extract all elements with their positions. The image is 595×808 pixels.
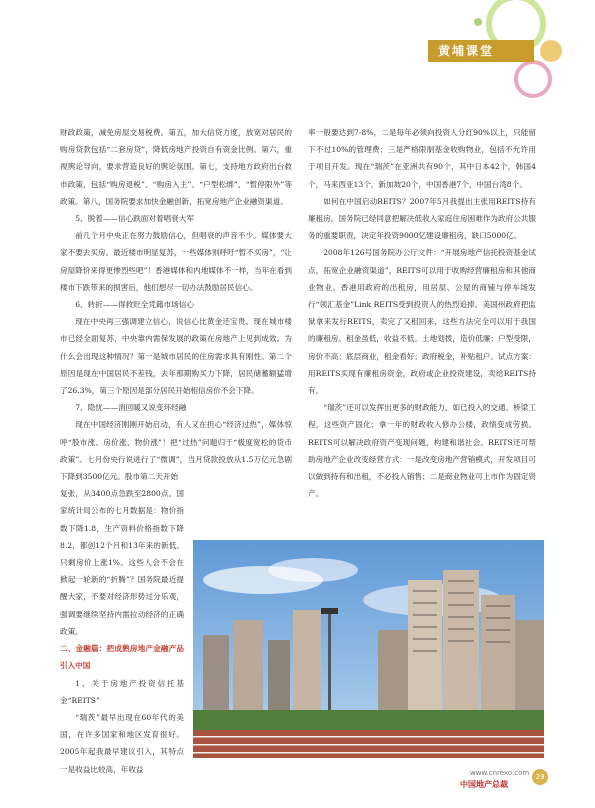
paragraph: 现在中国经济刚刚开始启动，有人又在担心“经济过热”，媒体惊呼“股市涨、房价涨、物价涨”！把“过热”问题归于“极度宽松的货币政策”。七月份央行说进行了“微调”，当月贷款投放从1.5万亿元急剧下降到3500亿元。股市第二天开始 xyxy=(60,420,292,482)
paragraph: 如何在中国启动REITS？2007年5月我提出主张用REITS持有廉租房。国务院已经同意把解决低收入家庭住房困难作为政府公共服务的重要职责，决定年投资9000亿建设廉租房，缺口5000亿。 xyxy=(308,196,536,241)
decorative-circle-small xyxy=(540,40,562,62)
footer-magazine-title: 中国地产总裁 xyxy=(460,780,508,789)
paragraph: 财政政策，减免房屋交易税费。第五，加大信贷力度，放宽对居民的购房贷款包括“二套房贷”，降低房地产投资自有资金比例。第六，重视舆论导向，要求营造良好的舆论氛围。第七，支持地方政府出台救市政策，包括“购房退税”、“购房入主”、“户型松绑”、“暂停限外”等政策。第八，国务院要求加快金融创新，拓宽房地产企业融资渠道。 xyxy=(60,128,292,206)
subheading: 6、转折——得救贬全凭籍市场信心 xyxy=(75,300,194,310)
paragraph: 前几个月中央正在努力鼓励信心，但唱衰的声音不少。媒体要大家不要去买房。最近楼市明显复苏，一些媒体则呼吁“暂不买房”，“让房屋降价来得更惨烈些吧”！香港媒体和内地媒体不一样，当年在看到楼市下跌带来的损害后，他们想尽一切办法鼓励居民信心。 xyxy=(60,231,292,292)
paragraph: 2008年126号国务院办公厅文件：“开展房地产信托投资基金试点，拓宽企业融资渠道”，REITS可以用于收购经营廉租房和其他商业物业。香港用政府的出租房，用居屋、公屋的商铺与停车场发行“领汇基金”Link REITS受到投资人的热烈追捧。美国州政府把监狱拿来发行REITS，卖完了又租回来，这些方法完全可以用于我国的廉租房。租金虽低，收益不低。土地划拨，造价低廉；户型受限，房价不高；底层商业，租金看好；政府税金，补贴租户。试点方案：用REITS买现有廉租房资金，政府或企业投资建设，卖给REITS持有。 xyxy=(308,248,536,396)
footer-website: www.cnrexo.com xyxy=(470,769,530,777)
subheading: 1、关于房地产投资信托基金“REITS” xyxy=(60,678,184,705)
paragraph: “瑞茨”最早出现在60年代的美国，在许多国家和地区发育很好。2005年起我最早建议引入，其特点一是收益比较高，年收益 xyxy=(60,712,184,774)
decorative-dot xyxy=(474,18,482,26)
right-text-column xyxy=(308,124,536,502)
paragraph: 率一般要达到7-8%，二是每年必须向投资人分红90%以上，只能留下不过10%的管理费；三是严格限制基金收购物业，包括不允许用于项目开发。现在“瑞茨”在亚洲共有90个，其中日本42个，韩国4个，马来西亚13个，新加坡20个，中国香港7个，中国台湾8个。 xyxy=(308,128,536,189)
city-skyline-photo xyxy=(193,540,544,758)
page-number: 29 xyxy=(532,769,548,785)
section-heading: 二、金融篇：把成熟房地产金融产品引入中国 xyxy=(60,644,184,671)
paragraph: 复张，从3400点急跌至2800点。国家统计局公布的七月数据是：物价指数下降1.8，生产资料价格指数下降8.2，都创12个月和13年来的新低。只剩房价上涨1%。这些人会不会在掀起一轮新的“折腾”？国务院最近提醒大家，不要对经济形势过分乐观，强调要继续坚持内需拉动经济的正确政策。 xyxy=(60,489,184,636)
decorative-circle-medium xyxy=(514,60,552,98)
section-label: 黄埔课堂 xyxy=(428,40,534,62)
paragraph: “瑞茨”还可以发挥出更多的财政能力，如已投入的交通、桥梁工程，这些资产固化；拿一年的财政收入修办公楼，政绩变成劳损。REITS可以解决政府资产变现问题，构建和谐社会。REITS还可帮助房地产企业改变经营方式：一是改变房地产营销模式，开发项目可以做到持有和出租，不必投入销售；二是商业物业可上市作为固定资产。 xyxy=(308,403,536,499)
paragraph: 现在中央再三强调建立信心，说信心比黄金还宝贵。现在城市楼市已经全面复苏，中央靠内需保发展的政策在房地产上见到成效。为什么会出现这种情况？第一是城市居民的住房需求具有刚性。第二个原因是现在中国居民不差钱，去年那期购买力下降，居民储蓄额猛增了26.3%，第三个原因是部分居民开始相信房价不会下降。 xyxy=(60,317,292,396)
subheading: 7、隐忧——消回暖又说变环经融 xyxy=(75,403,187,413)
subheading: 5、脱着——信心跌面对着唱衰大军 xyxy=(75,214,194,224)
